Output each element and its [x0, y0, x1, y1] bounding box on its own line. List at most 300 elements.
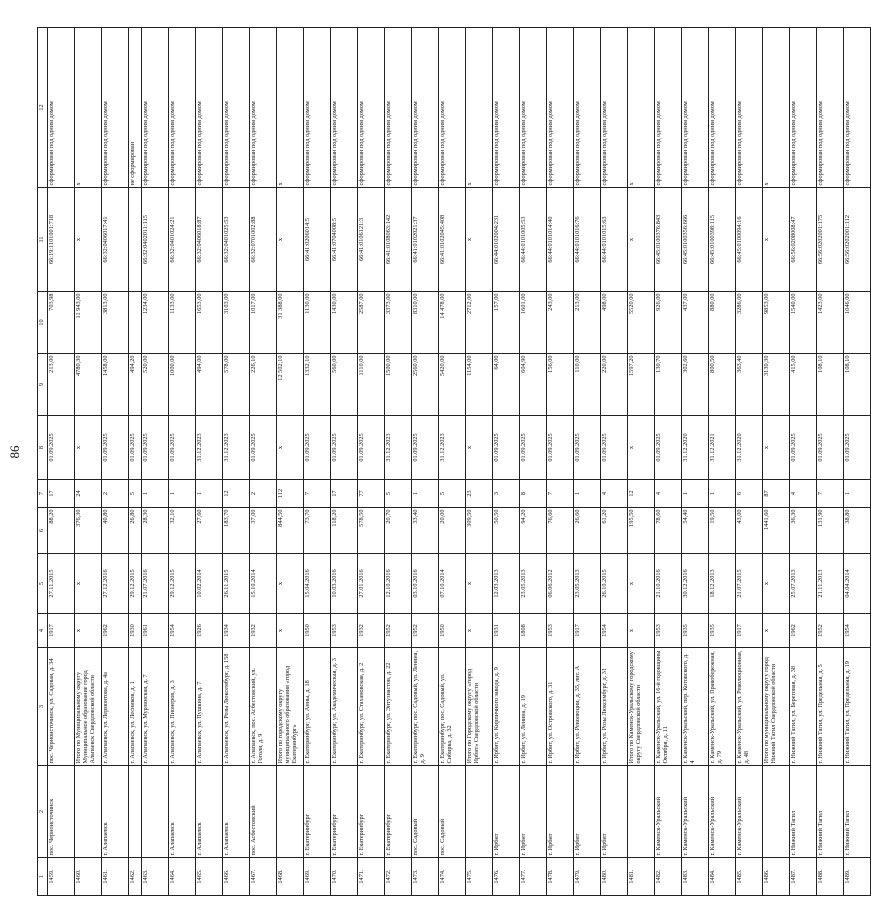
table-row	[682, 28, 709, 896]
deadline-cell: 01.09.2025	[142, 416, 169, 480]
deadline-cell: 01.09.2025	[655, 416, 682, 480]
year-cell: 1917	[736, 614, 763, 648]
area-cell: 28,30	[142, 508, 169, 554]
deadline-cell: 01.09.2025	[250, 416, 277, 480]
deadline-cell: 31.12.2023	[385, 416, 412, 480]
settlement-cell: пос. Садовый	[439, 766, 466, 858]
value9-cell: 226,10	[250, 354, 277, 416]
cadastre-cell: 66:56:0202001:175	[817, 188, 844, 292]
address-cell: Итого по Каменск-Уральскому городскому округу Свердловской области	[628, 648, 655, 766]
value9-cell: 578,00	[223, 354, 250, 416]
count-cell: 17	[48, 480, 75, 508]
date-cell: 27.12.2016	[102, 554, 129, 614]
value9-cell: 213,00	[48, 354, 75, 416]
note-cell: сформирован под одним домом	[304, 28, 331, 188]
note-cell: сформирован под одним домом	[102, 28, 129, 188]
deadline-cell: 31.12.2023	[439, 416, 466, 480]
table-row	[574, 28, 601, 896]
address-cell: г. Каменск-Уральский, пер. Котовского, д. 4	[682, 648, 709, 766]
value9-cell: 64,00	[493, 354, 520, 416]
cadastre-cell: 66:32:0402011:115	[142, 188, 169, 292]
year-cell: 1953	[655, 614, 682, 648]
value9-cell: 1154,00	[466, 354, 493, 416]
year-cell: 1950	[439, 614, 466, 648]
value9-cell: 3130,30	[763, 354, 790, 416]
date-cell: 27.11.2015	[48, 554, 75, 614]
year-cell: 1926	[196, 614, 223, 648]
deadline-cell: 01.09.2025	[129, 416, 142, 480]
value10-cell: 31 388,00	[277, 292, 304, 354]
value10-cell: 498,00	[601, 292, 628, 354]
year-cell: 1917	[574, 614, 601, 648]
value10-cell: 1046,00	[844, 292, 871, 354]
count-cell: 77	[358, 480, 385, 508]
value9-cell: 302,60	[682, 354, 709, 416]
table-row	[763, 28, 790, 896]
cadastre-cell: 66:41:0704008:5	[331, 188, 358, 292]
note-cell: сформирован под одним домом	[520, 28, 547, 188]
note-cell: сформирован под одним домом	[250, 28, 277, 188]
address-cell: г. Алапаевск, ул. Лермонтова, д. 4а	[102, 648, 129, 766]
note-cell: сформирован под одним домом	[709, 28, 736, 188]
area-cell: 36,30	[790, 508, 817, 554]
address-cell: г. Екатеринбург, ул. Анны, д. 18	[304, 648, 331, 766]
count-cell: 7	[817, 480, 844, 508]
table-row	[709, 28, 736, 896]
table-row	[547, 28, 574, 896]
settlement-cell: г. Ирбит	[601, 766, 628, 858]
settlement-cell: г. Каменск-Уральский	[709, 766, 736, 858]
row-number: 1481.	[628, 858, 655, 896]
column-number-header: 9	[38, 354, 48, 416]
value9-cell: 220,00	[601, 354, 628, 416]
value9-cell: 560,00	[331, 354, 358, 416]
cadastre-cell: 66:44:0101015:63	[601, 188, 628, 292]
note-cell: сформирован под одним домом	[358, 28, 385, 188]
row-number: 1474.	[439, 858, 466, 896]
settlement-cell: г. Каменск-Уральский	[736, 766, 763, 858]
column-number-row	[38, 28, 48, 896]
area-cell: 19,50	[709, 508, 736, 554]
deadline-cell: x	[466, 416, 493, 480]
value9-cell: 494,00	[196, 354, 223, 416]
note-cell: сформирован под одним домом	[574, 28, 601, 188]
table-row	[520, 28, 547, 896]
area-cell: 76,60	[547, 508, 574, 554]
count-cell: 112	[277, 480, 304, 508]
settlement-cell: г. Ирбит	[493, 766, 520, 858]
cadastre-cell: 66:32:0406017:41	[102, 188, 129, 292]
deadline-cell: 31.12.2023	[223, 416, 250, 480]
row-number: 1469.	[304, 858, 331, 896]
note-cell: сформирован под одним домом	[817, 28, 844, 188]
row-number: 1465.	[196, 858, 223, 896]
deadline-cell: 01.09.2025	[412, 416, 439, 480]
count-cell: 4	[790, 480, 817, 508]
table-row	[250, 28, 277, 896]
note-cell: сформирован под одним домом	[331, 28, 358, 188]
area-cell: 26,80	[129, 508, 142, 554]
value10-cell: 1601,00	[520, 292, 547, 354]
value9-cell: 12 502,10	[277, 354, 304, 416]
row-number: 1479.	[574, 858, 601, 896]
note-cell: сформирован под одним домом	[844, 28, 871, 188]
deadline-cell: 01.09.2025	[844, 416, 871, 480]
row-number: 1470.	[331, 858, 358, 896]
count-cell: 1	[574, 480, 601, 508]
count-cell: 5	[439, 480, 466, 508]
address-cell: Итого по муниципальному округу город Нижний Тагил Свердловской области	[763, 648, 790, 766]
note-cell: сформирован под одним домом	[223, 28, 250, 188]
value9-cell: 156,00	[547, 354, 574, 416]
note-cell: сформирован под одним домом	[169, 28, 196, 188]
value10-cell: 3373,00	[385, 292, 412, 354]
table-row	[844, 28, 871, 896]
deadline-cell: 31.12.2021	[709, 416, 736, 480]
value10-cell: 1017,00	[250, 292, 277, 354]
value9-cell: 1000,00	[169, 354, 196, 416]
area-cell: 78,60	[655, 508, 682, 554]
column-number-header: 3	[38, 648, 48, 766]
settlement-cell: г. Нижний Тагил	[844, 766, 871, 858]
row-number: 1489.	[844, 858, 871, 896]
column-number-header: 2	[38, 766, 48, 858]
row-number: 1468.	[277, 858, 304, 896]
address-cell: Итого по Городскому округу «город Ирбит» Свердловской области	[466, 648, 493, 766]
deadline-cell: 01.09.2025	[601, 416, 628, 480]
row-number: 1472.	[385, 858, 412, 896]
date-cell: 12.03.2013	[493, 554, 520, 614]
year-cell: 1952	[385, 614, 412, 648]
table-row	[102, 28, 129, 896]
deadline-cell: 31.12.2023	[196, 416, 223, 480]
table-row	[358, 28, 385, 896]
deadline-cell: 31.12.2020	[682, 416, 709, 480]
value9-cell: 494,20	[129, 354, 142, 416]
year-cell: 1931	[493, 614, 520, 648]
value10-cell: 1423,00	[817, 292, 844, 354]
year-cell: 1962	[102, 614, 129, 648]
settlement-cell	[466, 766, 493, 858]
value10-cell: 1133,00	[169, 292, 196, 354]
area-cell: 38,80	[844, 508, 871, 554]
count-cell: 24	[75, 480, 102, 508]
note-cell: сформирован под одним домом	[48, 28, 75, 188]
date-cell: 29.12.2015	[169, 554, 196, 614]
settlement-cell	[628, 766, 655, 858]
column-number-header: 7	[38, 480, 48, 508]
address-cell: г. Каменск-Уральский, ул. 16-й годовщины Октября, д. 11	[655, 648, 682, 766]
area-cell: 94,20	[520, 508, 547, 554]
table-row	[48, 28, 75, 896]
row-number: 1471.	[358, 858, 385, 896]
year-cell: 1952	[412, 614, 439, 648]
area-cell: 43,00	[736, 508, 763, 554]
value10-cell: 213,00	[574, 292, 601, 354]
cadastre-cell: 66:32:0401024:21	[169, 188, 196, 292]
year-cell: 1934	[223, 614, 250, 648]
table-row	[466, 28, 493, 896]
deadline-cell: x	[75, 416, 102, 480]
area-cell: 88,20	[48, 508, 75, 554]
note-cell: не сформирован	[129, 28, 142, 188]
deadline-cell: 01.09.2025	[493, 416, 520, 480]
value9-cell: 110,00	[574, 354, 601, 416]
table-row	[439, 28, 466, 896]
settlement-cell: г. Алапаевск	[223, 766, 250, 858]
row-number: 1460.	[75, 858, 102, 896]
value9-cell: 604,90	[520, 354, 547, 416]
address-cell: г. Ирбит, ул. Революции, д. 35, лит. А	[574, 648, 601, 766]
value10-cell: 8310,00	[412, 292, 439, 354]
table-row	[196, 28, 223, 896]
value9-cell: 2560,00	[412, 354, 439, 416]
settlement-cell	[75, 766, 102, 858]
value10-cell: 926,00	[655, 292, 682, 354]
row-number: 1464.	[169, 858, 196, 896]
count-cell: 4	[601, 480, 628, 508]
cadastre-cell: 66:45:0100398:115	[709, 188, 736, 292]
date-cell: 10.02.2014	[196, 554, 223, 614]
note-cell: x	[466, 28, 493, 188]
count-cell: 3	[493, 480, 520, 508]
note-cell: сформирован под одним домом	[655, 28, 682, 188]
row-number: 1461.	[102, 858, 129, 896]
cadastre-cell: 66:41:0206014:5	[304, 188, 331, 292]
note-cell: сформирован под одним домом	[547, 28, 574, 188]
value10-cell: 1234,00	[142, 292, 169, 354]
value10-cell: 2712,00	[466, 292, 493, 354]
area-cell: 32,10	[169, 508, 196, 554]
column-number-header: 1	[38, 858, 48, 896]
cadastre-cell: 66:56:0202001:112	[844, 188, 871, 292]
column-number-header: 6	[38, 508, 48, 554]
count-cell: 5	[129, 480, 142, 508]
settlement-cell: г. Алапаевск	[102, 766, 129, 858]
date-cell: 21.07.2015	[736, 554, 763, 614]
date-cell: x	[75, 554, 102, 614]
row-number: 1483.	[682, 858, 709, 896]
date-cell: 30.12.2016	[682, 554, 709, 614]
address-cell: г. Екатеринбург, пос. Садовый, ул. Сибирка, д. 32	[439, 648, 466, 766]
date-cell: x	[277, 554, 304, 614]
settlement-cell: пос. Асбестовский	[250, 766, 277, 858]
date-cell: 26.11.2015	[223, 554, 250, 614]
table-row	[331, 28, 358, 896]
count-cell: 2	[102, 480, 129, 508]
note-cell: x	[628, 28, 655, 188]
row-number: 1466.	[223, 858, 250, 896]
settlement-cell: г. Алапаевск	[169, 766, 196, 858]
address-cell: г. Ирбит, ул. Ленина, д. 19	[520, 648, 547, 766]
year-cell: 1808	[520, 614, 547, 648]
row-number: 1486.	[763, 858, 790, 896]
row-number: 1480.	[601, 858, 628, 896]
value9-cell: 520,00	[142, 354, 169, 416]
date-cell: 25.07.2013	[790, 554, 817, 614]
value9-cell: 5420,00	[439, 354, 466, 416]
deadline-cell: 01.09.2025	[169, 416, 196, 480]
page-number: 86	[7, 445, 22, 459]
cadastre-cell: x	[277, 188, 304, 292]
area-cell: 131,90	[817, 508, 844, 554]
value10-cell: 703,98	[48, 292, 75, 354]
date-cell: 29.12.2015	[129, 554, 142, 614]
table-row	[412, 28, 439, 896]
row-number: 1482.	[655, 858, 682, 896]
settlement-cell: г. Ирбит	[520, 766, 547, 858]
note-cell: сформирован под одним домом	[142, 28, 169, 188]
settlement-cell: г. Каменск-Уральский	[682, 766, 709, 858]
address-cell: пос. Черноисточинск, ул. Садовая, д. 34	[48, 648, 75, 766]
deadline-cell: x	[763, 416, 790, 480]
address-cell: г. Алапаевск, ул. Мурзинская, д. 7	[142, 648, 169, 766]
note-cell: сформирован под одним домом	[736, 28, 763, 188]
settlement-cell: г. Каменск-Уральский	[655, 766, 682, 858]
note-cell: сформирован под одним домом	[439, 28, 466, 188]
value10-cell	[129, 292, 142, 354]
settlement-cell: г. Екатеринбург	[358, 766, 385, 858]
year-cell: 1952	[817, 614, 844, 648]
cadastre-cell: x	[466, 188, 493, 292]
table-row	[817, 28, 844, 896]
registry-sheet	[37, 28, 851, 896]
count-cell: 1	[709, 480, 736, 508]
table-row	[385, 28, 412, 896]
note-cell: сформирован под одним домом	[790, 28, 817, 188]
year-cell: 1954	[601, 614, 628, 648]
deadline-cell: 01.09.2025	[817, 416, 844, 480]
deadline-cell: 01.09.2025	[358, 416, 385, 480]
value10-cell: 2587,00	[358, 292, 385, 354]
date-cell: 07.10.2014	[439, 554, 466, 614]
column-number-header: 8	[38, 416, 48, 480]
date-cell: x	[763, 554, 790, 614]
settlement-cell: г. Ирбит	[574, 766, 601, 858]
area-cell: 578,50	[358, 508, 385, 554]
value10-cell: 1653,00	[196, 292, 223, 354]
column-number-header: 4	[38, 614, 48, 648]
cadastre-cell: x	[628, 188, 655, 292]
area-cell: 183,70	[223, 508, 250, 554]
year-cell: 1935	[682, 614, 709, 648]
settlement-cell: г. Екатеринбург	[385, 766, 412, 858]
area-cell: 61,20	[601, 508, 628, 554]
area-cell: 50,50	[493, 508, 520, 554]
row-number: 1463.	[142, 858, 169, 896]
value9-cell: 415,00	[790, 354, 817, 416]
year-cell: 1935	[709, 614, 736, 648]
area-cell: 37,00	[250, 508, 277, 554]
table-row	[628, 28, 655, 896]
value9-cell: 108,10	[817, 354, 844, 416]
note-cell: сформирован под одним домом	[196, 28, 223, 188]
date-cell: 10.03.2016	[331, 554, 358, 614]
date-cell: 21.10.2016	[655, 554, 682, 614]
year-cell: 1954	[169, 614, 196, 648]
cadastre-cell: x	[75, 188, 102, 292]
settlement-cell: г. Нижний Тагил	[817, 766, 844, 858]
date-cell: 23.05.2013	[574, 554, 601, 614]
area-cell: 844,50	[277, 508, 304, 554]
column-number-header: 10	[38, 292, 48, 354]
date-cell: 21.07.2016	[142, 554, 169, 614]
value9-cell: 130,70	[655, 354, 682, 416]
row-number: 1467.	[250, 858, 277, 896]
address-cell: г. Ирбит, ул. Кирпичного завода, д. 9	[493, 648, 520, 766]
note-cell: сформирован под одним домом	[682, 28, 709, 188]
settlement-cell: пос. Садовый	[412, 766, 439, 858]
address-cell: г. Алапаевск, пос. Асбестовский, ул. Гоголя, д. 9	[250, 648, 277, 766]
date-cell: 18.12.2013	[709, 554, 736, 614]
address-cell: г. Каменск-Уральский, ул. Правобережная, д. 79	[709, 648, 736, 766]
cadastre-cell: 66:45:0100094:16	[736, 188, 763, 292]
date-cell: 15.10.2014	[250, 554, 277, 614]
year-cell: 1930	[129, 614, 142, 648]
area-cell: 40,80	[102, 508, 129, 554]
deadline-cell: 01.09.2025	[48, 416, 75, 480]
cadastre-cell: 66:45:0100356:666	[682, 188, 709, 292]
deadline-cell: 31.12.2020	[736, 416, 763, 480]
row-number: 1475.	[466, 858, 493, 896]
address-cell: г. Алапаевск, ул. Пионеров, д. 3	[169, 648, 196, 766]
cadastre-cell: 66:32:0401025:53	[223, 188, 250, 292]
value10-cell: 157,00	[493, 292, 520, 354]
row-number: 1478.	[547, 858, 574, 896]
address-cell: г. Ирбит, ул. Розы Люксембург, д. 31	[601, 648, 628, 766]
settlement-cell	[129, 766, 142, 858]
cadastre-cell: 66:44:0102004:231	[493, 188, 520, 292]
address-cell: г. Екатеринбург, ул. Стахановская, д. 2	[358, 648, 385, 766]
settlement-cell	[763, 766, 790, 858]
table-row	[736, 28, 763, 896]
table-row	[75, 28, 102, 896]
table-row	[493, 28, 520, 896]
date-cell: 26.10.2015	[601, 554, 628, 614]
row-number: 1476.	[493, 858, 520, 896]
value10-cell: 9853,00	[763, 292, 790, 354]
row-number: 1477.	[520, 858, 547, 896]
settlement-cell	[142, 766, 169, 858]
value10-cell: 437,00	[682, 292, 709, 354]
value10-cell: 1540,00	[790, 292, 817, 354]
count-cell: 1	[412, 480, 439, 508]
area-cell: 118,20	[331, 508, 358, 554]
area-cell: 73,70	[304, 508, 331, 554]
note-cell: x	[277, 28, 304, 188]
table-row	[655, 28, 682, 896]
row-number: 1462.	[129, 858, 142, 896]
row-number: 1487.	[790, 858, 817, 896]
table-row	[129, 28, 142, 896]
count-cell: 87	[763, 480, 790, 508]
area-cell: 20,00	[439, 508, 466, 554]
year-cell: x	[763, 614, 790, 648]
deadline-cell: 01.09.2025	[790, 416, 817, 480]
deadline-cell: 01.09.2025	[574, 416, 601, 480]
row-number: 1473.	[412, 858, 439, 896]
area-cell: 376,30	[75, 508, 102, 554]
address-cell: г. Алапаевск, ул. Пушкина, д. 7	[196, 648, 223, 766]
value9-cell: 1458,00	[102, 354, 129, 416]
value10-cell: 5520,00	[628, 292, 655, 354]
cadastre-cell: 66:41:0108063:142	[385, 188, 412, 292]
area-cell: 26,60	[574, 508, 601, 554]
value10-cell: 3813,00	[102, 292, 129, 354]
settlement-cell: г. Алапаевск	[196, 766, 223, 858]
note-cell: сформирован под одним домом	[385, 28, 412, 188]
count-cell: 1	[196, 480, 223, 508]
